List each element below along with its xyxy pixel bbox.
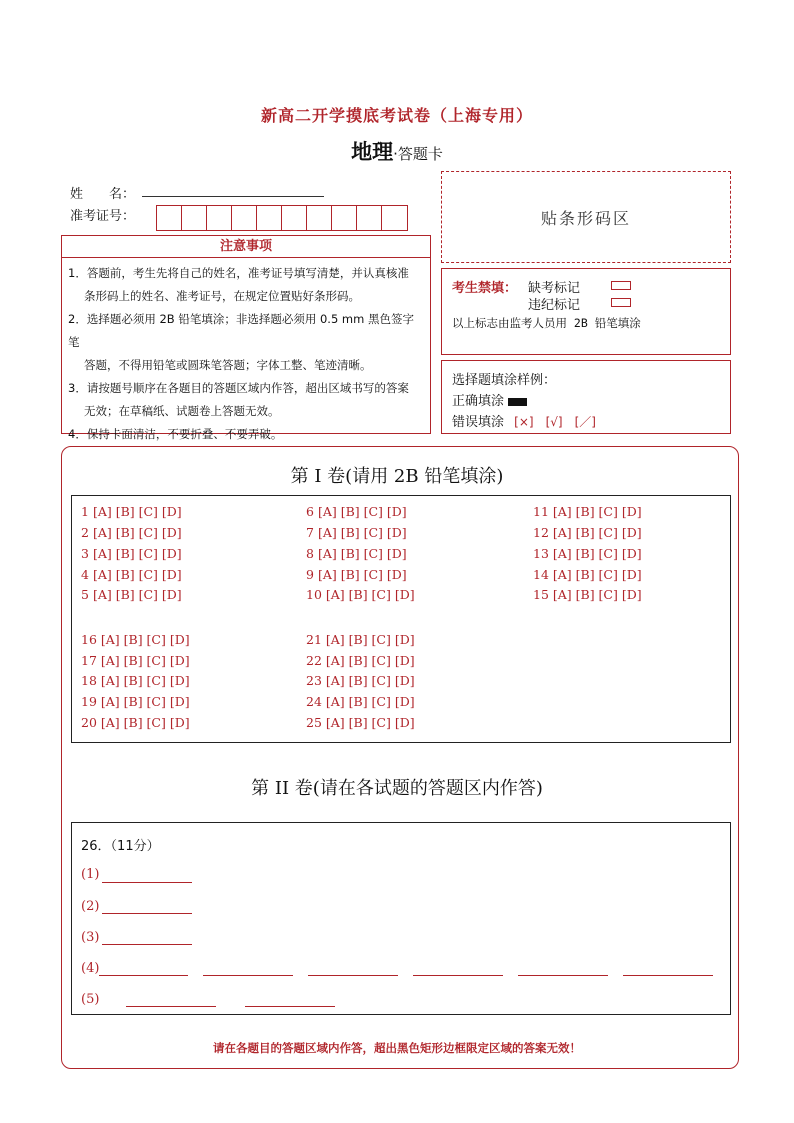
choice-question-6[interactable] <box>306 504 407 519</box>
ticket-label: 准考证号： <box>70 209 136 224</box>
ticket-digit-box[interactable] <box>307 206 332 230</box>
fill-sample-box <box>441 360 731 434</box>
question-number: 4 <box>81 567 89 582</box>
violation-mark-label: 违纪标记 <box>528 298 581 313</box>
question-number: 25 <box>306 715 322 730</box>
part-4-label: (4) <box>81 961 100 976</box>
question-number: 17 <box>81 653 97 668</box>
barcode-label: 贴条形码区 <box>540 208 631 228</box>
subject-suffix: ·答题卡 <box>393 145 443 163</box>
question-number: 22 <box>306 653 322 668</box>
choice-question-15[interactable] <box>533 587 642 602</box>
answer-options[interactable]: [A] [B] [C] [D] <box>552 546 642 561</box>
choice-question-10[interactable] <box>306 587 415 602</box>
question-26-label: 26．（11分） <box>81 839 160 854</box>
notice-item-continuation: 无效；在草稿纸、试题卷上答题无效。 <box>84 404 280 418</box>
question-number: 19 <box>81 694 97 709</box>
notice-item <box>68 423 424 446</box>
exam-title: 新高二开学摸底考试卷（上海专用） <box>260 106 533 125</box>
question-number: 8 <box>306 546 314 561</box>
notice-item <box>68 308 424 377</box>
part-4-blank-6[interactable] <box>623 975 713 976</box>
answer-options[interactable]: [A] [B] [C] [D] <box>317 504 407 519</box>
choice-question-22[interactable] <box>306 653 415 668</box>
question-number: 18 <box>81 673 97 688</box>
choice-question-16[interactable] <box>81 632 190 647</box>
choice-question-5[interactable] <box>81 587 182 602</box>
notice-item-text: 4．保持卡面清洁，不要折叠、不要弄破。 <box>68 427 283 441</box>
choice-question-7[interactable] <box>306 525 407 540</box>
part-3-blank[interactable] <box>102 944 192 945</box>
answer-options[interactable]: [A] [B] [C] [D] <box>552 587 642 602</box>
part-4-blank-5[interactable] <box>518 975 608 976</box>
part-5-blank-2[interactable] <box>245 1006 335 1007</box>
notice-item <box>68 377 424 423</box>
question-number: 5 <box>81 587 89 602</box>
correct-fill-example <box>508 398 527 406</box>
wrong-fill-marks: [×] [√] [／] <box>514 415 596 429</box>
question-number: 20 <box>81 715 97 730</box>
question-number: 1 <box>81 504 89 519</box>
choice-question-18[interactable] <box>81 673 190 688</box>
notice-heading: 注意事项 <box>61 235 431 258</box>
choice-question-11[interactable] <box>533 504 642 519</box>
choice-question-1[interactable] <box>81 504 182 519</box>
question-number: 23 <box>306 673 322 688</box>
ticket-digit-box[interactable] <box>232 206 257 230</box>
answer-options[interactable]: [A] [B] [C] [D] <box>552 504 642 519</box>
choice-question-9[interactable] <box>306 567 407 582</box>
choice-question-3[interactable] <box>81 546 182 561</box>
part-3-label: (3) <box>81 930 100 945</box>
notice-item-continuation: 条形码上的姓名、准考证号，在规定位置贴好条形码。 <box>84 289 360 303</box>
question-number: 10 <box>306 587 322 602</box>
footer-warning: 请在各题目的答题区域内作答，超出黑色矩形边框限定区域的答案无效！ <box>213 1041 581 1055</box>
answer-options[interactable]: [A] [B] [C] [D] <box>100 715 190 730</box>
ticket-digit-box[interactable] <box>382 206 407 230</box>
section2-title: 第 II 卷(请在各试题的答题区内作答) <box>251 778 543 799</box>
answer-options[interactable]: [A] [B] [C] [D] <box>317 567 407 582</box>
answer-options[interactable]: [A] [B] [C] [D] <box>552 525 642 540</box>
ticket-digit-box[interactable] <box>282 206 307 230</box>
ban-label: 考生禁填： <box>452 281 518 296</box>
notice-item-text: 2．选择题必须用 2B 铅笔填涂；非选择题必须用 0.5 mm 黑色签字笔 <box>68 312 414 349</box>
question-number: 15 <box>533 587 549 602</box>
choice-question-17[interactable] <box>81 653 190 668</box>
part-2-blank[interactable] <box>102 913 192 914</box>
ticket-digit-box[interactable] <box>182 206 207 230</box>
ticket-number-boxes[interactable] <box>156 205 408 231</box>
question-number: 7 <box>306 525 314 540</box>
answer-options[interactable]: [A] [B] [C] [D] <box>92 546 182 561</box>
question-number: 9 <box>306 567 314 582</box>
subject-name: 地理 <box>351 140 394 164</box>
answer-options[interactable]: [A] [B] [C] [D] <box>92 504 182 519</box>
question-number: 14 <box>533 567 549 582</box>
choice-question-13[interactable] <box>533 546 642 561</box>
missing-mark-label: 缺考标记 <box>528 281 581 296</box>
answer-options[interactable]: [A] [B] [C] [D] <box>552 567 642 582</box>
answer-options[interactable]: [A] [B] [C] [D] <box>325 587 415 602</box>
choice-question-24[interactable] <box>306 694 415 709</box>
choice-question-8[interactable] <box>306 546 407 561</box>
question-number: 6 <box>306 504 314 519</box>
question-26-box <box>71 822 731 1015</box>
notice-item-continuation: 答题，不得用铅笔或圆珠笔答题；字体工整、笔迹清晰。 <box>84 358 372 372</box>
question-number: 24 <box>306 694 322 709</box>
answer-options[interactable]: [A] [B] [C] [D] <box>100 694 190 709</box>
multiple-choice-grid <box>71 495 731 743</box>
ticket-digit-box[interactable] <box>207 206 232 230</box>
part-2-label: (2) <box>81 899 100 914</box>
answer-options[interactable]: [A] [B] [C] [D] <box>325 632 415 647</box>
part-1-blank[interactable] <box>102 882 192 883</box>
part-4-blank-1[interactable] <box>99 975 188 976</box>
part-5-label: (5) <box>81 992 100 1007</box>
question-number: 13 <box>533 546 549 561</box>
correct-fill-label: 正确填涂 <box>452 394 505 409</box>
answer-options[interactable]: [A] [B] [C] [D] <box>317 546 407 561</box>
wrong-fill-label: 错误填涂 <box>452 415 505 430</box>
ticket-digit-box[interactable] <box>332 206 357 230</box>
choice-question-21[interactable] <box>306 632 415 647</box>
part-4-blank-3[interactable] <box>308 975 398 976</box>
ticket-digit-box[interactable] <box>357 206 382 230</box>
choice-question-2[interactable] <box>81 525 182 540</box>
part-1-label: (1) <box>81 867 100 882</box>
question-number: 16 <box>81 632 97 647</box>
notice-item-text: 3．请按题号顺序在各题目的答题区域内作答，超出区域书写的答案 <box>68 381 409 395</box>
answer-options[interactable]: [A] [B] [C] [D] <box>92 587 182 602</box>
section1-title: 第 I 卷(请用 2B 铅笔填涂) <box>290 466 504 487</box>
exam-ban-box <box>441 268 731 355</box>
ticket-digit-box[interactable] <box>157 206 182 230</box>
part-5-blank-1[interactable] <box>126 1006 216 1007</box>
missing-mark-box[interactable] <box>611 281 631 290</box>
choice-question-12[interactable] <box>533 525 642 540</box>
answer-options[interactable]: [A] [B] [C] [D] <box>100 673 190 688</box>
question-number: 21 <box>306 632 322 647</box>
choice-question-19[interactable] <box>81 694 190 709</box>
name-label: 姓 名： <box>70 187 136 202</box>
violation-mark-box[interactable] <box>611 298 631 307</box>
answer-options[interactable]: [A] [B] [C] [D] <box>92 525 182 540</box>
choice-question-23[interactable] <box>306 673 415 688</box>
question-number: 12 <box>533 525 549 540</box>
answer-options[interactable]: [A] [B] [C] [D] <box>317 525 407 540</box>
part-4-blank-4[interactable] <box>413 975 503 976</box>
ban-note: 以上标志由监考人员用 2B 铅笔填涂 <box>452 316 641 330</box>
answer-options[interactable]: [A] [B] [C] [D] <box>325 694 415 709</box>
name-field[interactable] <box>142 196 324 197</box>
notice-item-text: 1．答题前，考生先将自己的姓名，准考证号填写清楚，并认真核准 <box>68 266 409 280</box>
ticket-digit-box[interactable] <box>257 206 282 230</box>
choice-question-4[interactable] <box>81 567 182 582</box>
fill-sample-label: 选择题填涂样例： <box>452 373 557 388</box>
choice-question-14[interactable] <box>533 567 642 582</box>
answer-options[interactable]: [A] [B] [C] [D] <box>100 632 190 647</box>
question-number: 2 <box>81 525 89 540</box>
answer-options[interactable]: [A] [B] [C] [D] <box>325 673 415 688</box>
choice-question-25[interactable] <box>306 715 415 730</box>
answer-options[interactable]: [A] [B] [C] [D] <box>325 653 415 668</box>
barcode-area <box>441 171 731 263</box>
notice-list <box>61 258 431 441</box>
answer-options[interactable]: [A] [B] [C] [D] <box>92 567 182 582</box>
subject-title <box>0 136 794 166</box>
choice-question-20[interactable] <box>81 715 190 730</box>
part-4-blank-2[interactable] <box>203 975 293 976</box>
answer-options[interactable]: [A] [B] [C] [D] <box>325 715 415 730</box>
question-number: 3 <box>81 546 89 561</box>
notice-item <box>68 262 424 308</box>
question-number: 11 <box>533 504 549 519</box>
answer-options[interactable]: [A] [B] [C] [D] <box>100 653 190 668</box>
